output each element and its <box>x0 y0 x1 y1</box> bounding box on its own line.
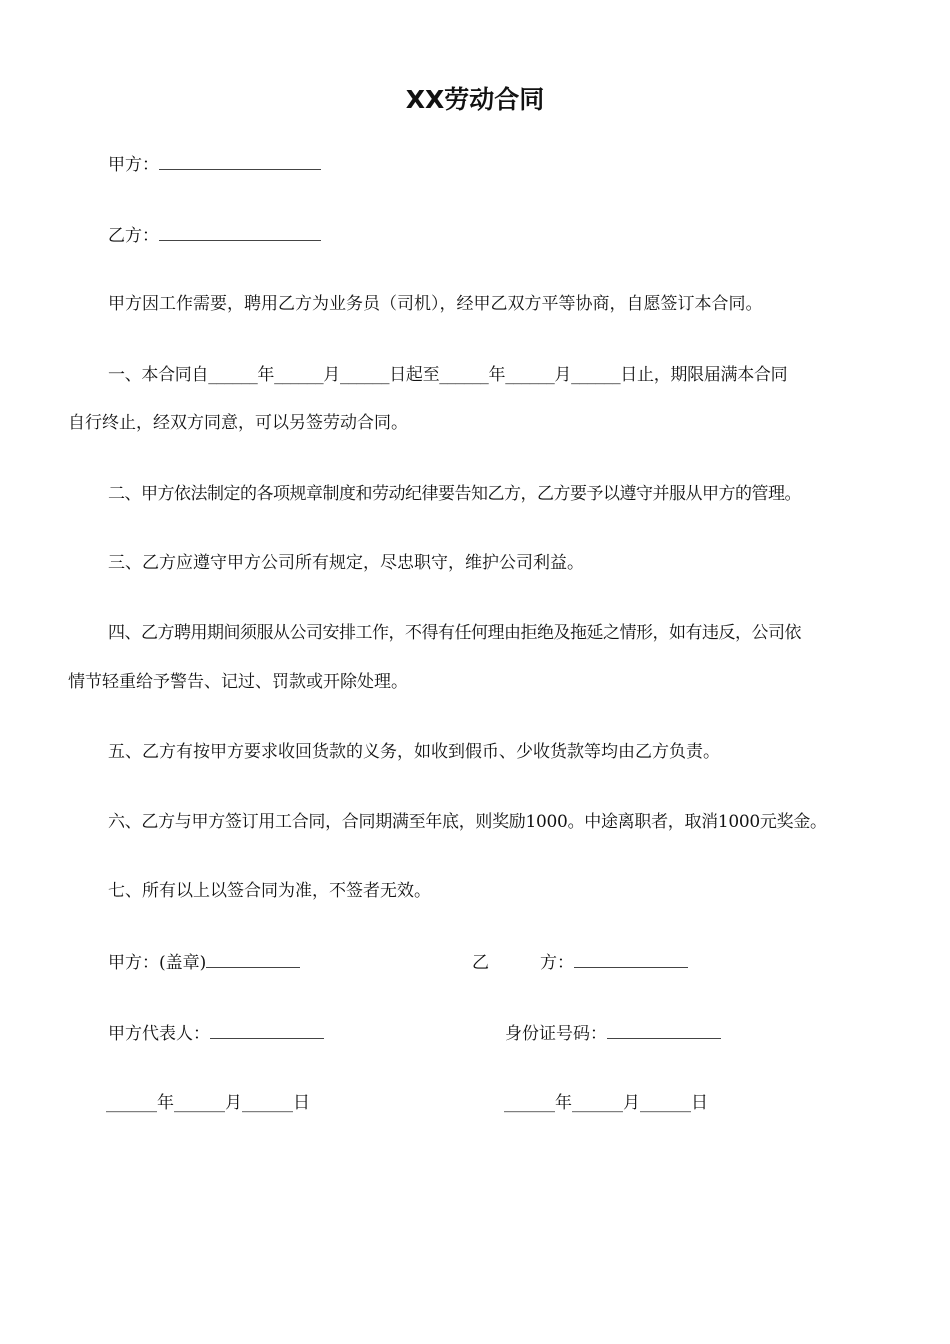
clause-2: 二、甲方依法制定的各项规章制度和劳动纪律要告知乙方，乙方要予以遵守并服从甲方的管理。 <box>108 484 801 504</box>
party-a-seal-line <box>108 951 300 974</box>
id-number-blank[interactable] <box>607 1022 721 1039</box>
intro-paragraph: 甲方因工作需要，聘用乙方为业务员（司机），经甲乙双方平等协商，自愿签订本合同。 <box>108 294 763 314</box>
party-a-seal-label: 甲方：(盖章) <box>108 953 207 973</box>
clause-6: 六、乙方与甲方签订用工合同，合同期满至年底，则奖励1000。中途离职者，取消1000元奖金。 <box>108 812 827 832</box>
clause-1-line-1: 一、本合同自______年______月______日起至______年______月______日止，期限届满本合同 <box>108 365 788 385</box>
date-right: ______年______月______日 <box>504 1093 708 1113</box>
party-a-rep-label: 甲方代表人： <box>108 1024 210 1044</box>
id-number-label: 身份证号码： <box>505 1024 607 1044</box>
party-b-line <box>108 224 321 247</box>
clause-4-line-2: 情节轻重给予警告、记过、罚款或开除处理。 <box>68 672 408 692</box>
party-a-rep-blank[interactable] <box>210 1022 324 1039</box>
clause-4-line-1: 四、乙方聘用期间须服从公司安排工作，不得有任何理由拒绝及拖延之情形，如有违反，公司依 <box>108 623 801 643</box>
date-left: ______年______月______日 <box>106 1093 310 1113</box>
party-a-seal-blank[interactable] <box>206 951 300 968</box>
party-b-label: 乙方： <box>108 226 159 246</box>
party-b-sign-line <box>472 951 688 974</box>
clause-7: 七、所有以上以签合同为准，不签者无效。 <box>108 881 431 901</box>
id-number-line <box>505 1022 721 1045</box>
party-a-line <box>108 153 321 176</box>
party-a-rep-line <box>108 1022 324 1045</box>
clause-5: 五、乙方有按甲方要求收回货款的义务，如收到假币、少收货款等均由乙方负责。 <box>108 742 720 762</box>
party-a-label: 甲方： <box>108 155 159 175</box>
party-b-sign-label: 乙 方： <box>472 953 574 973</box>
clause-1-line-2: 自行终止，经双方同意，可以另签劳动合同。 <box>68 413 408 433</box>
clause-3: 三、乙方应遵守甲方公司所有规定，尽忠职守，维护公司利益。 <box>108 553 584 573</box>
document-title: XX劳动合同 <box>405 85 545 114</box>
party-a-blank[interactable] <box>159 153 321 170</box>
party-b-sign-blank[interactable] <box>574 951 688 968</box>
party-b-blank[interactable] <box>159 224 321 241</box>
